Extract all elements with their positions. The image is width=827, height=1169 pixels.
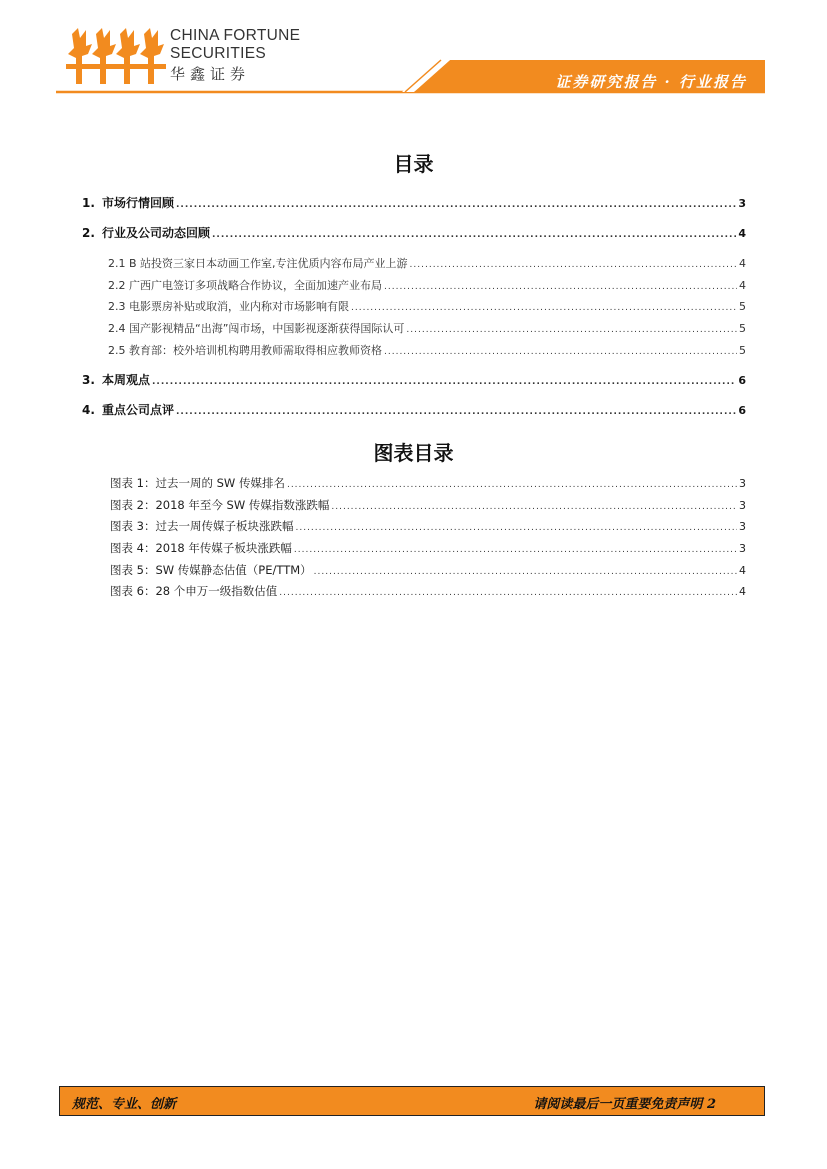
figure-entry-3[interactable] — [110, 518, 746, 534]
figure-entry-page: 4 — [739, 564, 746, 577]
brand-name-en-line2: SECURITIES — [170, 45, 267, 62]
toc-entry-label: 市场行情回顾 — [102, 196, 175, 210]
brand-name-en-line1: CHINA FORTUNE — [170, 27, 301, 44]
figure-entry-label: 图表 6：28 个申万一级指数估值 — [110, 584, 278, 598]
toc-entry-page: 4 — [739, 279, 746, 292]
footer-slogan: 规范、专业、创新 — [72, 1097, 177, 1112]
figure-entry-5[interactable] — [110, 562, 746, 578]
toc-entry-3[interactable] — [82, 371, 746, 388]
toc-entry-label: 2.4 国产影视精品“出海”闯市场，中国影视逐渐获得国际认可 — [108, 322, 405, 335]
toc-leader-dots — [176, 200, 736, 210]
figure-leader-dots — [279, 588, 737, 598]
toc-entry-page: 4 — [738, 227, 746, 240]
toc-entry-label: 2.5 教育部：校外培训机构聘用教师需取得相应教师资格 — [108, 344, 382, 357]
figure-index-title: 图表目录 — [373, 441, 454, 465]
toc-entry-page: 5 — [739, 300, 746, 313]
figure-entry-4[interactable] — [110, 540, 746, 556]
toc-leader-dots — [384, 347, 737, 357]
toc-entry-2-4[interactable] — [108, 320, 746, 336]
figure-entry-page: 3 — [739, 499, 746, 512]
toc-entry-label: 2.1 B 站投资三家日本动画工作室,专注优质内容布局产业上游 — [108, 257, 408, 270]
figure-entry-2[interactable] — [110, 497, 746, 513]
figure-entry-label: 图表 4：2018 年传媒子板块涨跌幅 — [110, 541, 292, 555]
toc-entry-page: 6 — [738, 404, 746, 417]
figure-entry-label: 图表 1：过去一周的 SW 传媒排名 — [110, 476, 285, 490]
footer-bar — [59, 1086, 765, 1116]
toc-entry-number: 3. — [82, 373, 95, 387]
toc-entry-page: 5 — [739, 322, 746, 335]
toc-leader-dots — [406, 325, 737, 335]
toc-leader-dots — [212, 230, 736, 240]
figure-entry-page: 3 — [739, 520, 746, 533]
toc-leader-dots — [410, 260, 737, 270]
toc-leader-dots — [351, 303, 737, 313]
company-logo-icon — [66, 24, 166, 88]
toc-entry-page: 3 — [738, 197, 746, 210]
figure-entry-label: 图表 3：过去一周传媒子板块涨跌幅 — [110, 519, 294, 533]
brand-name-en — [170, 27, 300, 63]
toc-entry-2-1[interactable] — [108, 255, 746, 271]
figure-entry-1[interactable] — [110, 475, 746, 491]
toc-entry-label: 2.2 广西广电签订多项战略合作协议，全面加速产业布局 — [108, 279, 382, 292]
toc-leader-dots — [176, 407, 736, 417]
toc-entry-page: 4 — [739, 257, 746, 270]
figure-leader-dots — [331, 502, 737, 512]
toc-entry-2-3[interactable] — [108, 298, 746, 314]
toc-entry-label: 重点公司点评 — [102, 403, 175, 417]
toc-entry-number: 4. — [82, 403, 95, 417]
figure-entry-page: 3 — [739, 477, 746, 490]
figure-leader-dots — [294, 545, 737, 555]
toc-entry-number: 2. — [82, 226, 95, 240]
toc-leader-dots — [152, 377, 736, 387]
figure-entry-label: 图表 2：2018 年至今 SW 传媒指数涨跌幅 — [110, 498, 330, 512]
figure-entry-page: 4 — [739, 585, 746, 598]
brand-name-cn: 华鑫证券 — [170, 65, 251, 83]
figure-entry-page: 3 — [739, 542, 746, 555]
figure-entry-6[interactable] — [110, 583, 746, 599]
toc-entry-page: 5 — [739, 344, 746, 357]
toc-entry-label: 行业及公司动态回顾 — [102, 226, 211, 240]
figure-entry-label: 图表 5：SW 传媒静态估值（PE/TTM） — [110, 563, 312, 577]
toc-entry-2[interactable] — [82, 224, 746, 241]
footer-disclaimer: 请阅读最后一页重要免责声明 2 — [533, 1097, 716, 1112]
toc-entry-1[interactable] — [82, 194, 746, 211]
toc-entry-2-5[interactable] — [108, 342, 746, 358]
toc-leader-dots — [384, 282, 737, 292]
toc-entry-label: 2.3 电影票房补贴或取消，业内称对市场影响有限 — [108, 300, 349, 313]
report-type-label: 证券研究报告 · 行业报告 — [555, 73, 747, 91]
toc-entry-4[interactable] — [82, 401, 746, 418]
toc-title: 目录 — [393, 152, 434, 176]
toc-entry-number: 1. — [82, 196, 95, 210]
toc-entry-2-2[interactable] — [108, 277, 746, 293]
figure-leader-dots — [314, 567, 737, 577]
figure-leader-dots — [287, 480, 737, 490]
figure-leader-dots — [295, 523, 737, 533]
toc-entry-page: 6 — [738, 374, 746, 387]
toc-entry-label: 本周观点 — [102, 373, 151, 387]
